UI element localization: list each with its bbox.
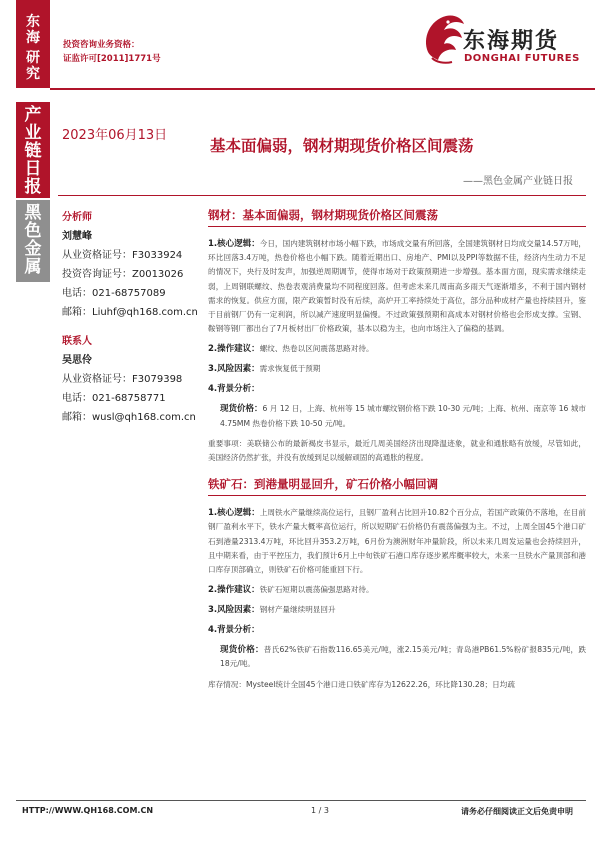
sidebar-report-type-block [16, 102, 50, 198]
report-headline: 基本面偏弱，钢材期现货价格区间震荡 [210, 137, 474, 155]
logo-name-cn: 东海期货 [463, 28, 560, 54]
sidebar-char: 黑 [24, 203, 42, 223]
main-content [208, 206, 586, 698]
sidebar-char: 金 [24, 239, 42, 259]
report-date: 2023年06月13日 [62, 128, 168, 143]
qualification-line: 投资咨询业务资格： [63, 40, 140, 50]
steel-bg-label: 4.背景分析： [208, 384, 260, 395]
analyst-cert: 从业资格证号：F3033924 [62, 250, 183, 261]
ore-price-text: 普氏62%铁矿石指数116.65美元/吨，涨2.15美元/吨；青岛港PB61.5%粉矿报835元/吨，跌18元/吨。 [220, 645, 586, 669]
contact-email[interactable]: 邮箱：wusl@qh168.com.cn [62, 412, 196, 423]
ore-bg-label: 4.背景分析： [208, 625, 260, 636]
license-line: 证监许可[2011]1771号 [63, 54, 161, 64]
ore-advice-text: 铁矿石短期以震荡偏强思路对待。 [259, 585, 374, 595]
sidebar-char: 究 [26, 66, 40, 82]
report-subtitle: ——黑色金属产业链日报 [463, 176, 573, 187]
steel-risk-text: 需求恢复低于预期 [259, 364, 321, 374]
ore-logic [208, 506, 586, 577]
footer-url[interactable]: HTTP://WWW.QH168.COM.CN [22, 806, 154, 815]
ore-risk-text: 钢材产量继续明显回升 [259, 605, 336, 615]
ore-risk [208, 603, 586, 617]
page-number: 1 / 3 [311, 806, 329, 815]
sidebar-char: 产 [24, 105, 42, 125]
steel-logic-label: 1.核心逻辑： [208, 239, 260, 249]
contact-name: 吴思伶 [62, 355, 92, 366]
qualification-block [63, 38, 161, 66]
contact-column [62, 208, 202, 427]
sidebar-char: 东 [26, 14, 40, 30]
steel-logic [208, 237, 586, 336]
sidebar-char: 链 [24, 141, 42, 161]
company-logo [418, 6, 588, 76]
sidebar-char: 报 [24, 177, 42, 197]
steel-price [208, 402, 586, 430]
sidebar-char: 海 [26, 30, 40, 46]
ore-section-title: 铁矿石：到港量明显回升，矿石价格小幅回调 [208, 475, 586, 496]
sidebar-char: 业 [24, 123, 42, 143]
ore-risk-label: 3.风险因素： [208, 605, 260, 616]
footer-rule [16, 800, 586, 801]
analyst-invest-cert: 投资咨询证号：Z0013026 [62, 269, 184, 280]
ore-logic-text: 上周铁水产量继续高位运行，且钢厂盈利占比回升10.82个百分点，若国产政策仍不落地，在目前钢厂盈利水平下，铁水产量大概率高位运行，所以短期矿石价格仍有震荡偏强为主。不过，上周全国45个港口矿石到港量2313.4万吨，环比回升353.2万吨，6月份为澳洲财年冲量阶段，所以未来几周发运量也会持续回升，且中期来看，由于平控压力，我们预计6月上中旬铁矿石港口库存逐步累库概率较大，未来一旦铁水产量顶部和港口库存顶部确立，则铁矿石价格可能重回下行。 [208, 508, 586, 575]
steel-price-text: 6 月 12 日，上海、杭州等 15 城市螺纹钢价格下跌 10-30 元/吨；上海、杭州、南京等 16 城市 4.75MM 热卷价格下跌 10-50 元/吨。 [220, 404, 586, 428]
steel-section-title: 钢材：基本面偏弱，钢材期现货价格区间震荡 [208, 206, 586, 227]
footer-disclaimer: 请务必仔细阅读正文后免责申明 [461, 807, 573, 816]
contact-phone: 电话：021-68758771 [62, 393, 166, 404]
ore-advice-label: 2.操作建议： [208, 585, 260, 596]
steel-news: 重要事项：美联储公布的最新褐皮书显示，最近几周美国经济出现降温迹象，就业和通胀略有放缓，尽管如此，美国经济仍然扩张，并没有放缓到足以缓解顽固的高通胀的程度。 [208, 438, 586, 463]
sidebar-brand-block [16, 0, 50, 88]
contact-role-label: 联系人 [62, 336, 92, 347]
ore-stock: 库存情况：Mysteel统计全国45个港口进口铁矿库存为12622.26，环比降130.28；日均疏 [208, 679, 515, 689]
steel-price-label: 现货价格： [220, 404, 263, 415]
sidebar-char: 属 [24, 257, 42, 277]
ore-price [208, 643, 586, 671]
ore-advice [208, 583, 586, 597]
steel-advice-label: 2.操作建议： [208, 344, 260, 355]
analyst-email[interactable]: 邮箱：Liuhf@qh168.com.cn [62, 307, 198, 318]
steel-advice-text: 螺纹、热卷以区间震荡思路对待。 [259, 344, 374, 354]
sidebar-sector-block [16, 200, 50, 282]
steel-advice [208, 342, 586, 356]
dragon-emblem-icon [418, 8, 468, 68]
logo-name-en: DONGHAI FUTURES [464, 53, 580, 64]
analyst-role-label: 分析师 [62, 212, 92, 223]
ore-logic-label: 1.核心逻辑： [208, 508, 260, 519]
analyst-name: 刘慧峰 [62, 231, 92, 242]
analyst-phone: 电话：021-68757089 [62, 288, 166, 299]
contact-cert: 从业资格证号：F3079398 [62, 374, 183, 385]
steel-risk-label: 3.风险因素： [208, 364, 260, 375]
sidebar-char: 色 [24, 221, 42, 241]
steel-risk [208, 362, 586, 376]
ore-price-label: 现货价格： [220, 645, 264, 656]
steel-logic-text: 今日，国内建筑钢材市场小幅下跌，市场成交量有所回落，全国建筑钢材日均成交量14.57万吨，环比回落3.4万吨，热卷价格也小幅下跌。随着近期出口、房地产、PMI以及PPI等数据不佳，经济内生动力不足的情况下，央行及时发声，加强逆周期调节，使得市场对于政策预期进一步增强。基本面方面，现实需求继续走弱，上周钢联螺纹、热卷表观消费量均不同程度回落。但考虑未来几周南高多雨天气逐渐增多，不利于国内钢材需求的恢复。供应方面，限产政策暂时没有后续，高炉开工率持续处于高位，部分品种成材产量也持续回升，鉴于目前钢厂仍有一定利润，所以减产速度明显偏慢。不过政策强预期和高成本对钢材价格也会形成支撑。宝钢、鞍钢等钢厂都出台了7月板材出厂价格政策，基本以稳为主，也向市场注入了偏稳的基调。 [208, 239, 586, 334]
sidebar-char: 日 [24, 159, 42, 179]
header-rule [50, 88, 595, 90]
sidebar-char: 研 [26, 50, 40, 66]
subtitle-rule [58, 195, 586, 196]
